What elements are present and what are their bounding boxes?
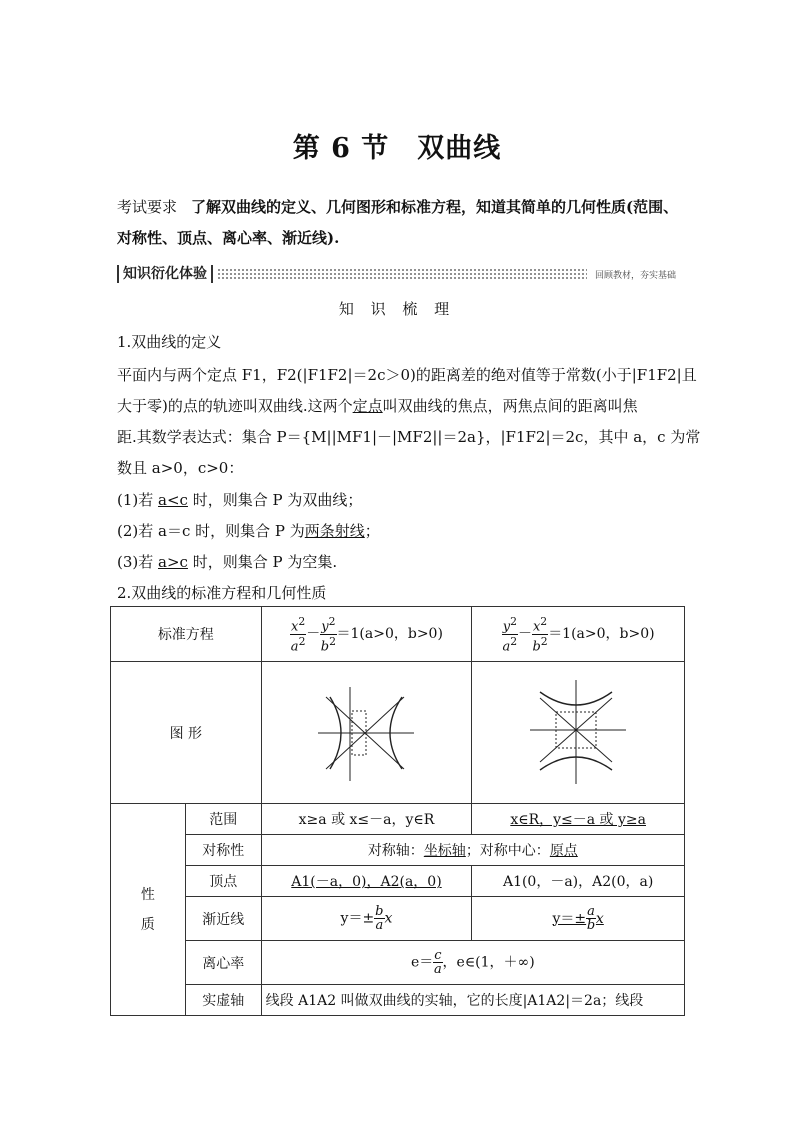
asymptote-horizontal: y＝± $\frac{b}{a}$ x <box>261 897 472 941</box>
figure-vertical <box>472 662 685 804</box>
eccentricity-label: 离心率 <box>185 941 261 985</box>
axes-row <box>111 985 685 1016</box>
equation-horizontal: $\frac{x^2}{a^2}$ － $\frac{y^2}{b^2}$ ＝1(a>0，b>0) <box>261 607 472 662</box>
definition-line-2 <box>117 395 638 416</box>
group-label-text: 性质 <box>140 886 155 933</box>
text: y＝± <box>552 910 587 927</box>
fraction: $\frac{y^2}{a^2}$ <box>502 615 518 654</box>
fraction: $\frac{x^2}{b^2}$ <box>532 615 548 654</box>
definition-line-1: 平面内与两个定点 F1，F2(|F1F2|＝2c＞0)的距离差的绝对值等于常数(小于|F1F2|且 <box>117 366 697 384</box>
axes-value: 线段 A1A2 叫做双曲线的实轴，它的长度|A1A2|＝2a；线段 <box>261 985 684 1016</box>
text: 大于零)的点的轨迹叫双曲线.这两个 <box>117 397 353 415</box>
fraction: $\frac{b}{a}$ <box>375 904 384 933</box>
underlined-text: 原点 <box>549 843 578 859</box>
text: y＝± <box>340 910 375 927</box>
underlined-text: x∈R，y≤－a 或 y≥a <box>510 812 646 828</box>
equation-vertical: $\frac{y^2}{a^2}$ － $\frac{x^2}{b^2}$ ＝1(a>0，b>0) <box>472 607 685 662</box>
figure-horizontal <box>261 662 472 804</box>
vertex-label: 顶点 <box>185 866 261 897</box>
text: ；对称中心： <box>465 843 550 859</box>
eccentricity-value <box>261 941 684 985</box>
figure-row <box>111 662 685 804</box>
exam-requirement <box>117 192 687 254</box>
banner-right: 回顾教材，夯实基础 <box>591 268 680 281</box>
underlined-text: a>c <box>158 553 188 571</box>
range-row <box>111 804 685 835</box>
underlined-text: 定点 <box>352 397 383 415</box>
text: e＝ <box>410 954 434 971</box>
section-banner <box>117 263 680 285</box>
text: (2)若 a＝c 时，则集合 P 为 <box>117 522 305 540</box>
eccentricity-row <box>111 941 685 985</box>
vertex-horizontal <box>261 866 472 897</box>
case-2 <box>117 520 380 541</box>
range-label: 范围 <box>185 804 261 835</box>
axes-label: 实虚轴 <box>185 985 261 1016</box>
asymptote-vertical: y＝± $\frac{a}{b}$ x <box>472 897 685 941</box>
page-title <box>0 126 794 165</box>
underlined-text: A1(－a，0)，A2(a，0) <box>291 874 442 890</box>
subheading: 知 识 梳 理 <box>338 300 456 318</box>
section-name: 双曲线 <box>417 133 502 164</box>
asymptote-label: 渐近线 <box>185 897 261 941</box>
fraction: $\frac{a}{b}$ <box>586 904 596 933</box>
case-1 <box>117 489 362 510</box>
text: 对称轴： <box>367 843 424 859</box>
equation-row <box>111 607 685 662</box>
symmetry-value <box>261 835 684 866</box>
case-3 <box>117 551 337 572</box>
text: 叫双曲线的焦点，两焦点间的距离叫焦 <box>382 397 638 415</box>
equation-condition: ＝1(a>0，b>0) <box>336 626 443 642</box>
text: ； <box>364 522 380 540</box>
text: (3)若 <box>117 553 159 571</box>
fraction: $\frac{x^2}{a^2}$ <box>290 615 306 654</box>
asymptote-row <box>111 897 685 941</box>
equation-label: 标准方程 <box>111 607 262 662</box>
properties-group-label <box>111 804 186 1016</box>
vertex-row <box>111 866 685 897</box>
underlined-text: a<c <box>158 491 188 509</box>
definition-heading: 1.双曲线的定义 <box>117 333 222 351</box>
banner-dots <box>217 268 587 280</box>
vertex-vertical: A1(0，－a)，A2(0，a) <box>472 866 685 897</box>
text: 时，则集合 P 为双曲线； <box>187 491 363 509</box>
banner-label: 知识衍化体验 <box>117 265 213 283</box>
fraction: $\frac{c}{a}$ <box>434 948 442 977</box>
text: (1)若 <box>117 491 159 509</box>
standard-heading: 2.双曲线的标准方程和几何性质 <box>117 584 327 602</box>
underlined-text: 两条射线 <box>304 522 365 540</box>
symmetry-row <box>111 835 685 866</box>
definition-line-4: 数且 a>0，c>0： <box>117 459 244 477</box>
range-horizontal: x≥a 或 x≤－a，y∈R <box>261 804 472 835</box>
requirement-text: 了解双曲线的定义、几何图形和标准方程，知道其简单的几何性质(范围、对称性、顶点、离心率、渐近线). <box>117 198 679 247</box>
symmetry-label: 对称性 <box>185 835 261 866</box>
equation-condition: ＝1(a>0，b>0) <box>548 626 655 642</box>
vertical-hyperbola-figure <box>528 678 628 788</box>
text: 时，则集合 P 为空集. <box>187 553 338 571</box>
range-vertical <box>472 804 685 835</box>
section-number: 第 6 节 <box>292 133 390 164</box>
underlined-text: 坐标轴 <box>423 843 466 859</box>
properties-table <box>110 606 685 1016</box>
fraction: $\frac{y^2}{b^2}$ <box>320 615 336 654</box>
requirement-label: 考试要求 <box>117 198 178 216</box>
horizontal-hyperbola-figure <box>316 683 416 783</box>
figure-label: 图 形 <box>111 662 262 804</box>
definition-line-3: 距.其数学表达式：集合 P＝{M||MF1|－|MF2||＝2a}，|F1F2|＝2c，其中 a，c 为常 <box>117 428 701 446</box>
text: ，e∈(1，＋∞) <box>442 954 535 971</box>
